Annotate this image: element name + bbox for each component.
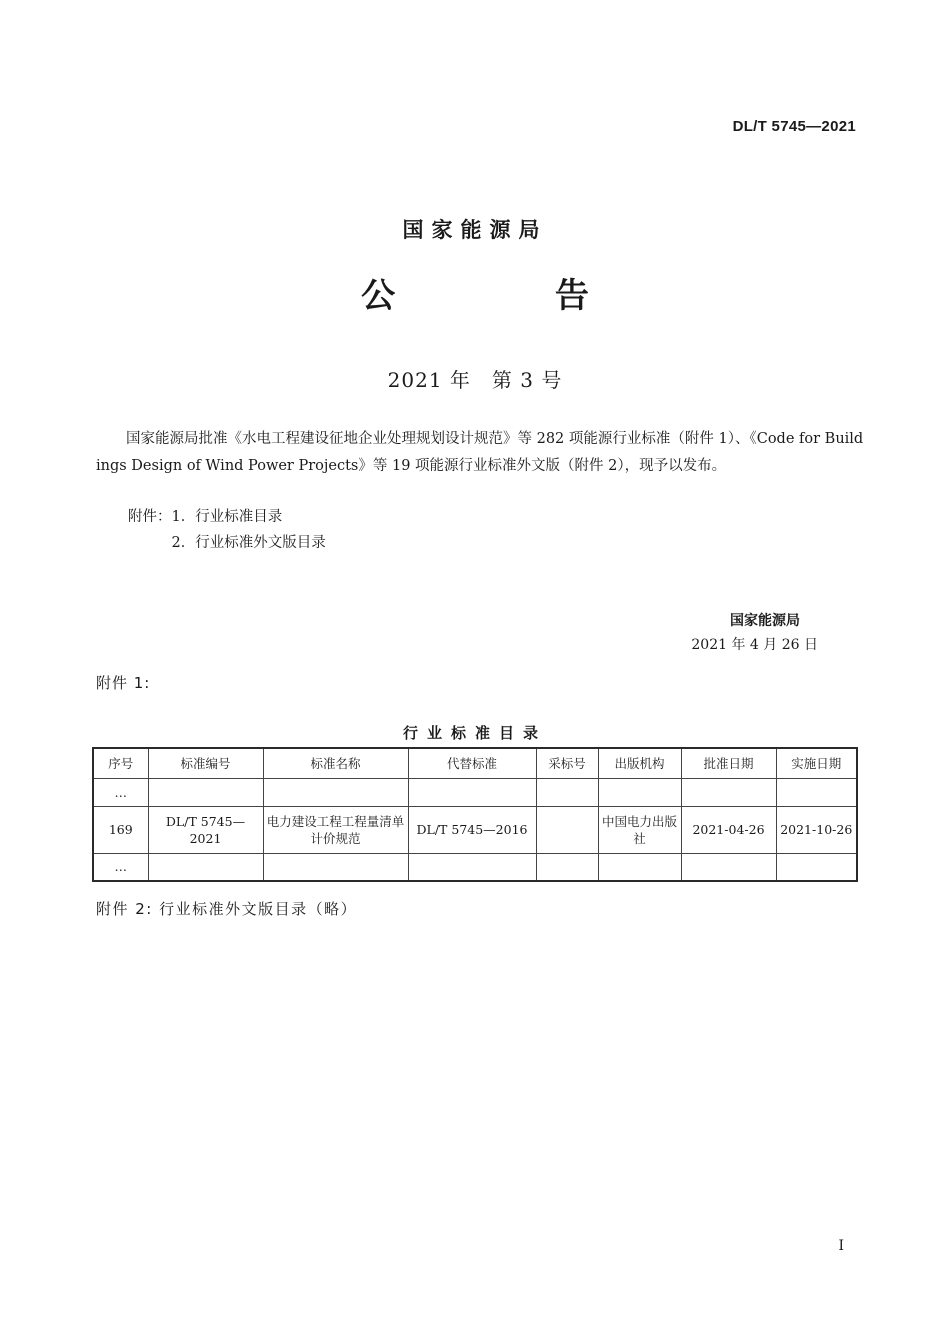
col-header-approval-date: 批准日期	[681, 748, 776, 778]
table-cell	[598, 853, 681, 881]
table-cell	[681, 853, 776, 881]
table-cell	[263, 778, 408, 806]
notice-title: 公 告	[361, 276, 663, 316]
signature-org: 国家能源局	[730, 613, 800, 629]
attachment-item: 附件：1．行业标准目录	[128, 509, 283, 525]
table-title: 行业标准目录	[402, 724, 547, 742]
table-cell	[148, 778, 263, 806]
table-cell: 169	[93, 806, 148, 853]
table-cell: 电力建设工程工程量清单计价规范	[263, 806, 408, 853]
notice-body: 国家能源局批准《水电工程建设征地企业处理规划设计规范》等 282 项能源行业标准（附件 1）、《Code for Buildings Design of Wind Power Projects》等 19 项能源行业标准外文版（附件 2），现予以发布。	[96, 431, 864, 474]
attachment2-label: 附件 2: 行业标准外文版目录（略）	[96, 900, 358, 918]
standards-table	[92, 747, 858, 882]
table-cell: 2021-04-26	[681, 806, 776, 853]
attachment1-label: 附件 1:	[96, 674, 151, 692]
table-cell	[536, 853, 598, 881]
col-header-name: 标准名称	[263, 748, 408, 778]
col-header-effective-date: 实施日期	[776, 748, 857, 778]
table-cell	[148, 853, 263, 881]
table-cell: …	[93, 778, 148, 806]
table-cell	[408, 853, 536, 881]
standard-code: DL/T 5745—2021	[732, 118, 856, 135]
col-header-publisher: 出版机构	[598, 748, 681, 778]
table-cell	[536, 778, 598, 806]
table-row	[93, 853, 857, 881]
page-number: I	[838, 1238, 844, 1254]
table-cell: DL/T 5745—2016	[408, 806, 536, 853]
table-header-row	[93, 748, 857, 778]
col-header-adopted: 采标号	[536, 748, 598, 778]
notice-number: 2021 年 第 3 号	[387, 368, 563, 392]
table-cell	[598, 778, 681, 806]
table-cell	[408, 778, 536, 806]
attachment-list	[128, 504, 326, 556]
table-row	[93, 778, 857, 806]
col-header-code: 标准编号	[148, 748, 263, 778]
table-cell: 2021-10-26	[776, 806, 857, 853]
issuer-name: 国家能源局	[402, 218, 548, 242]
table-cell: …	[93, 853, 148, 881]
table-row	[93, 806, 857, 853]
attachment-item: 2．行业标准外文版目录	[128, 535, 326, 551]
table-cell	[776, 853, 857, 881]
signature-date: 2021 年 4 月 26 日	[691, 637, 818, 653]
table-cell	[536, 806, 598, 853]
col-header-replaced: 代替标准	[408, 748, 536, 778]
col-header-seq: 序号	[93, 748, 148, 778]
table-cell	[681, 778, 776, 806]
table-cell: 中国电力出版社	[598, 806, 681, 853]
table-cell: DL/T 5745—2021	[148, 806, 263, 853]
table-cell	[776, 778, 857, 806]
table-cell	[263, 853, 408, 881]
